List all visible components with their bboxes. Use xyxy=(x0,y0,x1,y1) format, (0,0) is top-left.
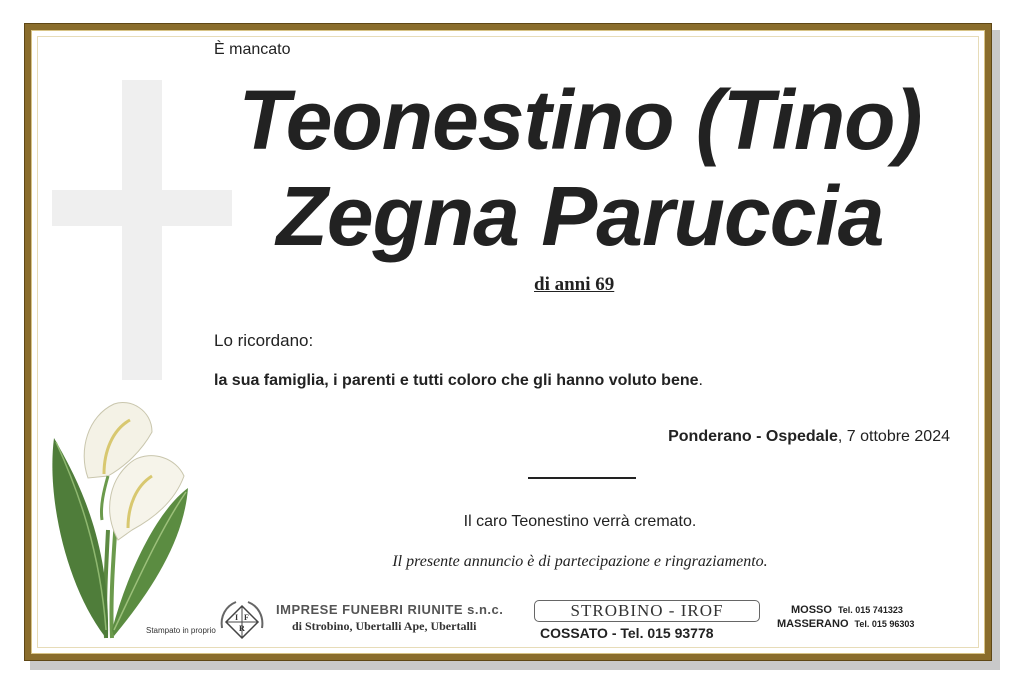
cossato-phone: COSSATO - Tel. 015 93778 xyxy=(540,625,714,641)
remember-names: la sua famiglia, i parenti e tutti coloro che gli hanno voluto bene xyxy=(214,372,699,389)
logo-letter-f: F xyxy=(244,613,249,622)
remember-text xyxy=(214,372,703,390)
imprese-name: IMPRESE FUNEBRI RIUNITE s.n.c. xyxy=(276,602,504,617)
age-text: di anni 69 xyxy=(534,274,615,295)
masserano-tel: Tel. 015 96303 xyxy=(854,619,915,629)
mosso-tel: Tel. 015 741323 xyxy=(837,605,903,615)
place-name: Ponderano - Ospedale xyxy=(668,428,838,445)
place-date xyxy=(668,428,950,446)
thanks-note: Il presente annuncio è di partecipazione e ringraziamento. xyxy=(392,553,768,570)
cremation-text: Il caro Teonestino verrà cremato. xyxy=(463,513,697,530)
ifr-logo-icon xyxy=(218,598,266,640)
logo-letter-r: R xyxy=(239,624,245,633)
stamp-text: Stampato in proprio xyxy=(146,626,216,635)
calla-lily-icon xyxy=(48,380,198,642)
mosso-contact xyxy=(791,604,903,616)
date-text: , 7 ottobre 2024 xyxy=(837,428,950,445)
divider-line xyxy=(528,477,636,479)
strobino-label: STROBINO - IROF xyxy=(534,600,760,622)
imprese-subtitle: di Strobino, Ubertalli Ape, Ubertalli xyxy=(292,619,477,633)
mosso-label: MOSSO xyxy=(791,604,832,616)
intro-text: È mancato xyxy=(214,41,291,58)
logo-letter-i: I xyxy=(235,613,239,622)
deceased-name-line1: Teonestino (Tino) xyxy=(238,73,922,167)
remember-tail: . xyxy=(698,372,703,389)
deceased-name-line2: Zegna Paruccia xyxy=(276,169,884,263)
masserano-contact xyxy=(777,618,914,630)
remember-label: Lo ricordano: xyxy=(214,331,314,350)
masserano-label: MASSERANO xyxy=(777,618,849,630)
